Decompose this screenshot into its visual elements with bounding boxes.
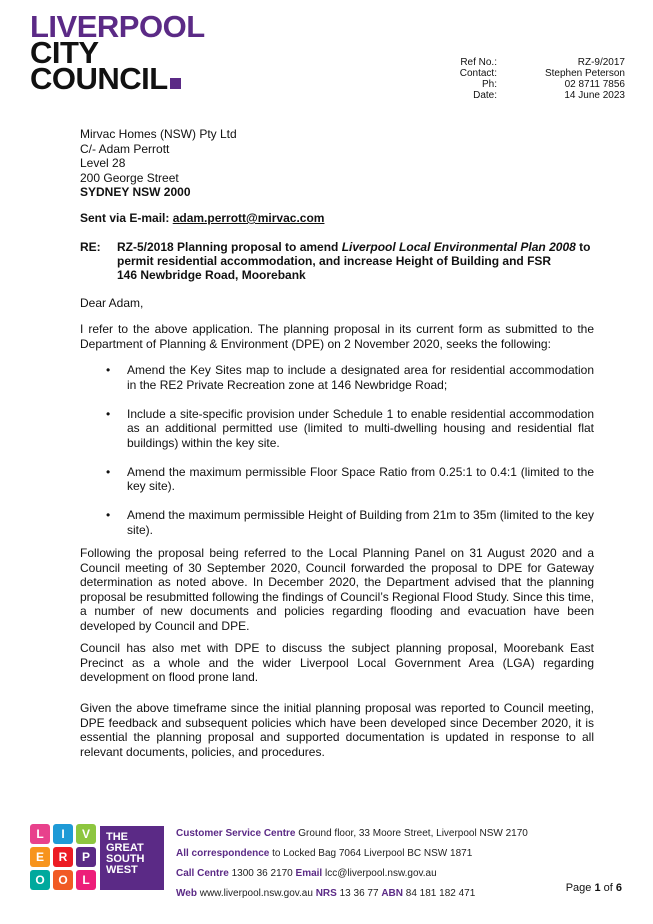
recipient-address: Mirvac Homes (NSW) Pty Ltd C/- Adam Perrott Level 28 200 George Street SYDNEY NSW 2000 <box>80 127 237 199</box>
council-website-link[interactable]: www.liverpool.nsw.gov.au <box>196 888 316 899</box>
intro-paragraph: I refer to the above application. The planning proposal in its current form as submitted to the Department of Planning & Environment (DPE) on 2 November 2020, seeks the following: <box>80 322 594 351</box>
contact-name: Stephen Peterson <box>544 68 625 79</box>
salutation: Dear Adam, <box>80 296 144 310</box>
ref-row: Contact: Stephen Peterson <box>459 68 625 79</box>
subject-line: RE: RZ-5/2018 Planning proposal to amend Liverpool Local Environmental Plan 2008 to permit residential accommodation, and increase Height of Building and FSR 146 Newbridge Road, Moorebank <box>80 240 591 282</box>
list-item: • Amend the Key Sites map to include a designated area for residential accommodation in the RE2 Private Recreation zone at 146 Newbridge Road; <box>106 363 594 392</box>
paragraph-2: Council has also met with DPE to discuss the subject planning proposal, Moorebank East Precinct as a whole and the wider Liverpool Local Government Area (LGA) regarding development on flood prone land. <box>80 641 594 684</box>
footer <box>30 822 630 902</box>
paragraph-1: Following the proposal being referred to the Local Planning Panel on 31 August 2020 and a Council meeting of 30 September 2020, Council forwarded the proposal to DPE for Gateway determination as noted above. In December 2020, the Department advised that the planning proposal be resubmitted following the findings of Council’s Regional Flood Study. Since this time, a number of new documents and policies regarding flooding and evacuation have been developed by Council and DPE. <box>80 546 594 633</box>
proposal-list <box>80 363 594 552</box>
logo-square-icon <box>170 78 181 89</box>
ref-number: RZ-9/2017 <box>577 57 625 68</box>
ref-row: Date: 14 June 2023 <box>473 90 625 101</box>
logo-line-2: CITY <box>30 35 99 70</box>
paragraph-3: Given the above timeframe since the initial planning proposal was reported to Council meeting, DPE feedback and subsequent policies which have been developed since December 2020, it is essential the planning proposal and supported documentation is updated in response to all relevant documents, policies, and procedures. <box>80 701 594 759</box>
liverpool-badge-icon: L I V E R P O O L <box>30 822 98 894</box>
list-item: • Amend the maximum permissible Height of Building from 21m to 35m (limited to the key site). <box>106 508 594 537</box>
council-email-link[interactable]: lcc@liverpool.nsw.gov.au <box>322 868 437 879</box>
list-item: • Amend the maximum permissible Floor Space Ratio from 0.25:1 to 0.4:1 (limited to the key site). <box>106 464 594 493</box>
reference-block <box>447 57 625 101</box>
ref-row: Ph: 02 8711 7856 <box>481 79 625 90</box>
sent-via-email: Sent via E-mail: adam.perrott@mirvac.com <box>80 211 325 225</box>
letter-date: 14 June 2023 <box>564 90 625 101</box>
council-logo <box>30 9 205 96</box>
contact-phone: 02 8711 7856 <box>564 79 625 90</box>
logo-line-3: COUNCIL <box>30 66 205 92</box>
council-contact-details: Customer Service Centre Ground floor, 33 Moore Street, Liverpool NSW 2170 All correspondence to Locked Bag 7064 Liverpool BC NSW 1871 Call Centre 1300 36 2170 Email lcc@liverpool.nsw.gov.au Web www.liverpool.nsw.gov.au NRS 13 36 77 ABN 84 181 182 471 <box>176 828 528 899</box>
great-south-west-badge: THE GREAT SOUTH WEST <box>100 826 164 890</box>
list-item: • Include a site-specific provision under Schedule 1 to enable residential accommodation as an additional permitted use (limited to multi-dwelling housing and residential flat buildings) within the key site. <box>106 406 594 450</box>
page-number: Page 1 of 6 <box>565 882 622 894</box>
recipient-email-link[interactable]: adam.perrott@mirvac.com <box>172 211 325 225</box>
logo-line-1: LIVERPOOL <box>30 9 205 44</box>
ref-row: Ref No.: RZ-9/2017 <box>460 57 625 68</box>
